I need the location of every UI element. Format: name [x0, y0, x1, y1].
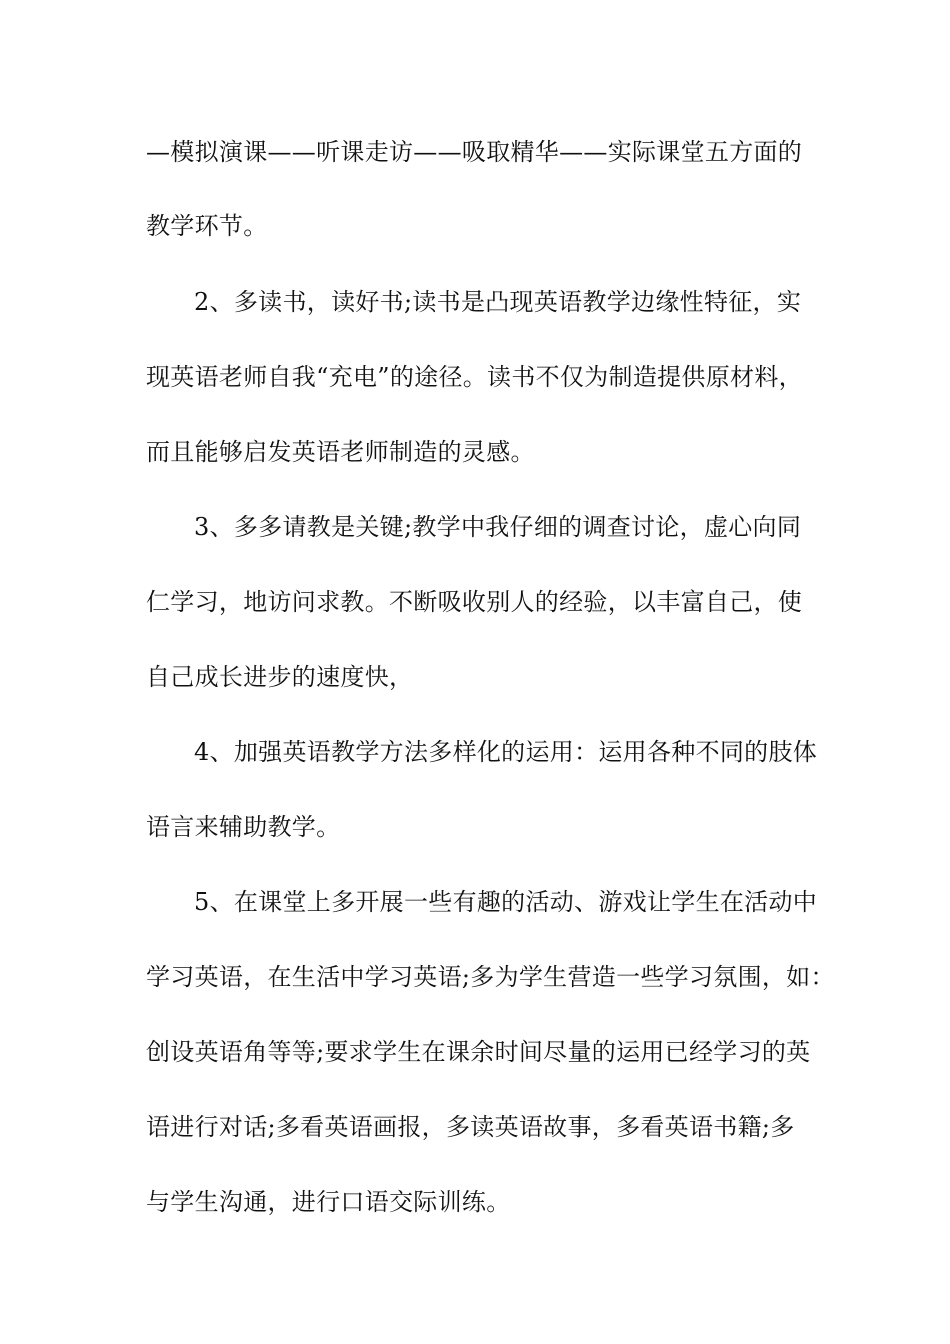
- text-line: 自己成长进步的速度快，: [146, 663, 414, 691]
- paragraph-3-first-line: 3、多多请教是关键;教学中我仔细的调查讨论，虚心向同: [194, 513, 802, 541]
- text-line: 而且能够启发英语老师制造的灵感。: [146, 438, 535, 466]
- text-line: 现英语老师自我“充电”的途径。读书不仅为制造提供原材料，: [146, 363, 803, 391]
- text-line: 语进行对话;多看英语画报，多读英语故事，多看英语书籍;多: [146, 1113, 795, 1141]
- paragraph-2-first-line: 2、多读书，读好书;读书是凸现英语教学边缘性特征，实: [194, 288, 802, 316]
- text-line: 创设英语角等等;要求学生在课余时间尽量的运用已经学习的英: [146, 1038, 811, 1066]
- paragraph-5-first-line: 5、在课堂上多开展一些有趣的活动、游戏让学生在活动中: [194, 888, 818, 916]
- text-line: 学习英语，在生活中学习英语;多为学生营造一些学习氛围，如：: [146, 963, 835, 991]
- text-line: 与学生沟通，进行口语交际训练。: [146, 1188, 511, 1216]
- text-line: 仁学习，地访问求教。不断吸收别人的经验，以丰富自己，使: [146, 588, 803, 616]
- text-line: 教学环节。: [146, 212, 268, 240]
- text-line: —模拟演课——听课走访——吸取精华——实际课堂五方面的: [146, 138, 803, 166]
- paragraph-4-first-line: 4、加强英语教学方法多样化的运用：运用各种不同的肢体: [194, 738, 818, 766]
- text-line: 语言来辅助教学。: [146, 813, 341, 841]
